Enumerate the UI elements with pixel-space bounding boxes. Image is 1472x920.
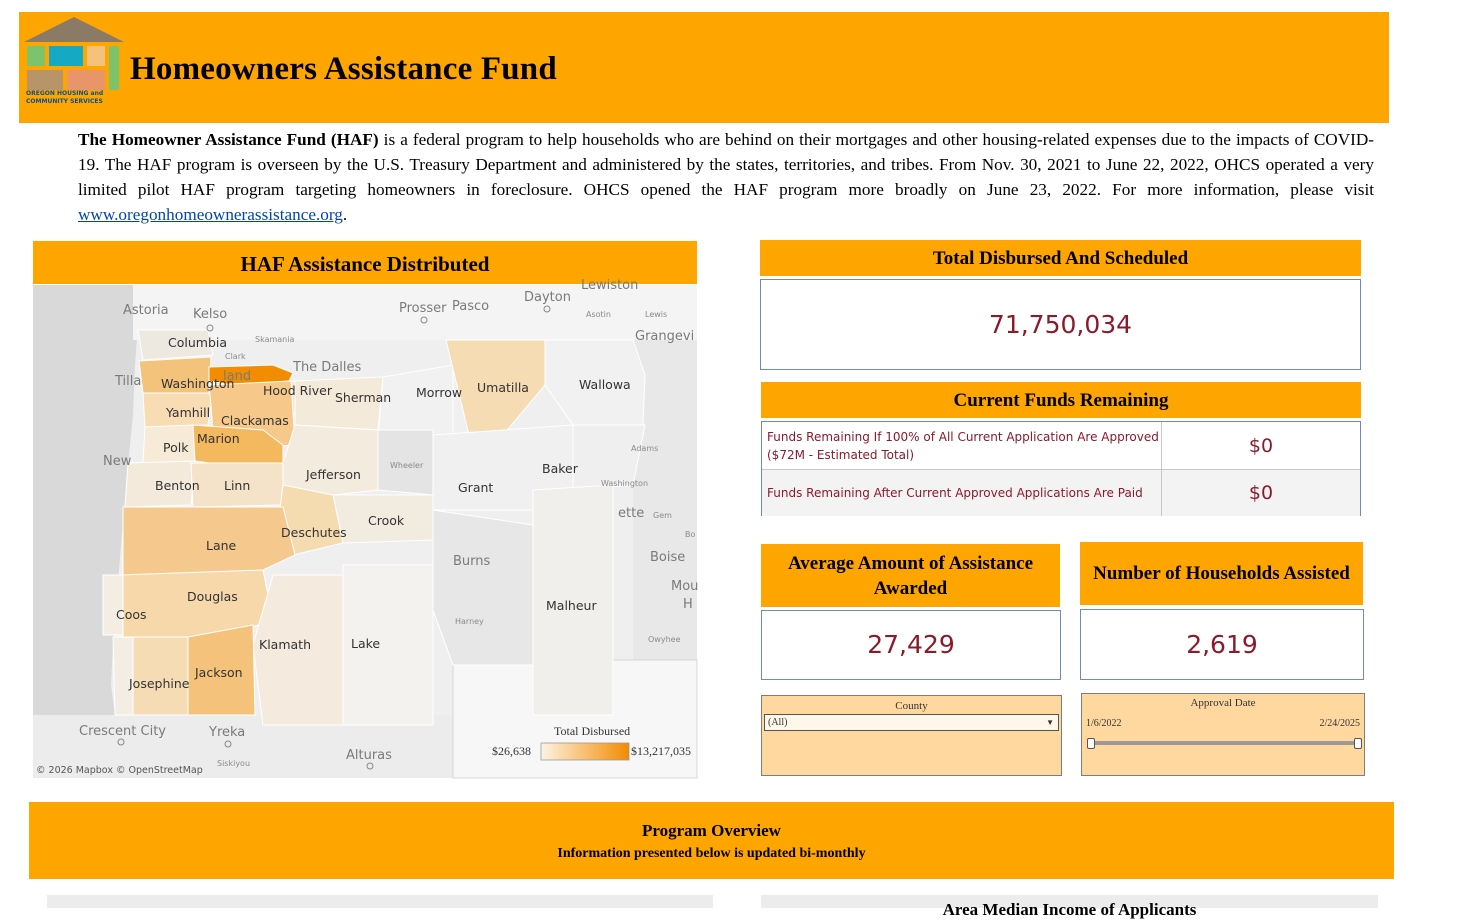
svg-text:Pasco: Pasco: [452, 299, 490, 314]
svg-text:ette: ette: [618, 506, 645, 521]
svg-text:Linn: Linn: [224, 478, 251, 493]
svg-text:Dayton: Dayton: [524, 290, 571, 305]
map-panel: [33, 241, 697, 778]
county-jefferson: [283, 425, 378, 495]
county-filter: [761, 695, 1062, 776]
intro-tail: .: [342, 205, 348, 224]
intro-body: is a federal program to help households who are behind on their mortgages and other housing-related expenses due to the impacts of COVID-19. The HAF program is overseen by the U.S. Treasury Department and administered by the states, territories, and tribes. From Nov. 30, 2021 to June 22, 2022, OHCS operated a very limited pilot HAF program targeting homeowners in foreclosure. OHCS opened the HAF program more broadly on June 23, 2022. For more information, please visit: [78, 130, 1374, 199]
svg-text:Malheur: Malheur: [546, 598, 597, 613]
svg-text:Jefferson: Jefferson: [306, 467, 361, 482]
svg-text:Baker: Baker: [542, 461, 578, 476]
average-assistance-value: 27,429: [761, 610, 1061, 680]
svg-text:Jackson: Jackson: [195, 665, 243, 680]
svg-text:Lewis: Lewis: [645, 310, 668, 319]
date-slider-end-handle[interactable]: [1354, 738, 1362, 749]
svg-text:Boise: Boise: [650, 550, 686, 565]
svg-text:Washington: Washington: [601, 479, 649, 488]
svg-text:Coos: Coos: [116, 607, 147, 622]
svg-text:Columbia: Columbia: [168, 335, 228, 350]
svg-text:Marion: Marion: [197, 431, 240, 446]
svg-text:Umatilla: Umatilla: [477, 380, 529, 395]
svg-text:New: New: [103, 454, 132, 469]
svg-text:Total Disbursed: Total Disbursed: [554, 724, 631, 738]
svg-text:Crescent City: Crescent City: [79, 724, 167, 739]
county-coos: [103, 575, 123, 635]
date-range-end: 2/24/2025: [1319, 718, 1360, 729]
svg-text:land: land: [223, 369, 252, 384]
svg-text:Prosser: Prosser: [399, 301, 447, 316]
map-attribution: © 2026 Mapbox © OpenStreetMap: [36, 765, 203, 776]
svg-text:Crook: Crook: [368, 513, 405, 528]
svg-text:Morrow: Morrow: [416, 385, 463, 400]
svg-text:Mou: Mou: [671, 579, 699, 594]
svg-text:Hood River: Hood River: [263, 383, 332, 398]
svg-text:Grant: Grant: [458, 480, 494, 495]
svg-text:Burns: Burns: [453, 554, 491, 569]
svg-text:Kelso: Kelso: [193, 307, 228, 322]
svg-text:Yreka: Yreka: [209, 725, 246, 740]
svg-text:Owyhee: Owyhee: [648, 635, 681, 644]
households-assisted-value: 2,619: [1080, 609, 1364, 680]
bottom-right-panel: [761, 895, 1378, 919]
svg-text:Lake: Lake: [351, 636, 381, 651]
svg-text:The Dalles: The Dalles: [293, 360, 362, 375]
county-select[interactable]: [764, 714, 1059, 731]
county-harney: [433, 510, 533, 665]
svg-text:Lane: Lane: [206, 538, 237, 553]
date-range-start: 1/6/2022: [1086, 718, 1122, 729]
page-title: Homeowners Assistance Fund: [130, 51, 557, 87]
date-slider-start-handle[interactable]: [1087, 738, 1095, 749]
row-value: $0: [1248, 434, 1274, 457]
date-slider-track[interactable]: [1090, 741, 1357, 745]
logo-caption: OREGON HOUSING and COMMUNITY SERVICES: [26, 90, 104, 105]
svg-text:Sherman: Sherman: [335, 390, 392, 405]
approval-date-label: Approval Date: [1190, 697, 1256, 709]
map-title: HAF Assistance Distributed: [240, 252, 490, 276]
svg-text:Bo: Bo: [685, 530, 696, 539]
county-select-value: (All): [768, 717, 788, 728]
haf-website-link[interactable]: www.oregonhomeownerassistance.org: [78, 205, 343, 224]
svg-text:Clackamas: Clackamas: [221, 413, 289, 428]
svg-text:Wheeler: Wheeler: [390, 461, 424, 470]
svg-text:Klamath: Klamath: [259, 637, 311, 652]
bottom-left-panel: [47, 895, 713, 908]
svg-text:Grangevi: Grangevi: [635, 329, 695, 344]
svg-text:Astoria: Astoria: [123, 303, 169, 318]
svg-text:Harney: Harney: [455, 617, 484, 626]
funds-remaining-table: [761, 421, 1361, 516]
program-overview-subtitle: Information presented below is updated bi-monthly: [557, 846, 866, 861]
intro-paragraph: [78, 127, 1374, 227]
funds-remaining-header: Current Funds Remaining: [761, 382, 1361, 418]
svg-text:Gem: Gem: [653, 511, 672, 520]
total-disbursed-value: 71,750,034: [760, 279, 1361, 370]
svg-text:Douglas: Douglas: [187, 589, 238, 604]
intro-lead: The Homeowner Assistance Fund (HAF): [78, 130, 379, 149]
svg-text:Polk: Polk: [163, 440, 189, 455]
table-row: [762, 422, 1360, 470]
page-header: [19, 12, 1389, 123]
row-label: Funds Remaining If 100% of All Current Application Are Approved ($72M - Estimated Total): [762, 422, 1162, 469]
svg-text:Lewiston: Lewiston: [581, 278, 639, 293]
county-filter-label: County: [895, 700, 928, 712]
svg-text:Clark: Clark: [225, 352, 246, 361]
svg-text:Adams: Adams: [631, 444, 659, 453]
svg-text:Siskiyou: Siskiyou: [217, 759, 251, 768]
svg-text:Alturas: Alturas: [346, 748, 392, 763]
average-assistance-header: Average Amount of Assistance Awarded: [761, 544, 1060, 607]
svg-text:H: H: [683, 597, 693, 612]
row-value: $0: [1248, 482, 1274, 504]
svg-text:Yamhill: Yamhill: [166, 405, 211, 420]
approval-date-filter: [1081, 693, 1365, 776]
ami-section-title: Area Median Income of Applicants: [942, 900, 1197, 919]
chevron-down-icon: ▼: [1046, 718, 1054, 727]
svg-text:Washington: Washington: [161, 376, 235, 391]
svg-text:$26,638: $26,638: [492, 744, 531, 758]
program-overview-banner: [29, 802, 1394, 879]
svg-text:Wallowa: Wallowa: [579, 377, 631, 392]
row-label: Funds Remaining After Current Approved Applications Are Paid: [762, 470, 1162, 516]
svg-text:Tilla: Tilla: [115, 374, 142, 389]
program-overview-title: Program Overview: [642, 821, 781, 840]
oregon-county-map[interactable]: [33, 278, 699, 778]
households-assisted-header: Number of Households Assisted: [1080, 542, 1363, 605]
svg-text:$13,217,035: $13,217,035: [631, 744, 691, 758]
svg-text:Skamania: Skamania: [255, 335, 295, 344]
total-disbursed-header: Total Disbursed And Scheduled: [760, 240, 1361, 276]
svg-text:Josephine: Josephine: [129, 676, 190, 691]
svg-text:Benton: Benton: [155, 478, 200, 493]
svg-text:Deschutes: Deschutes: [281, 525, 347, 540]
table-row: [762, 470, 1360, 516]
svg-text:Asotin: Asotin: [586, 310, 611, 319]
